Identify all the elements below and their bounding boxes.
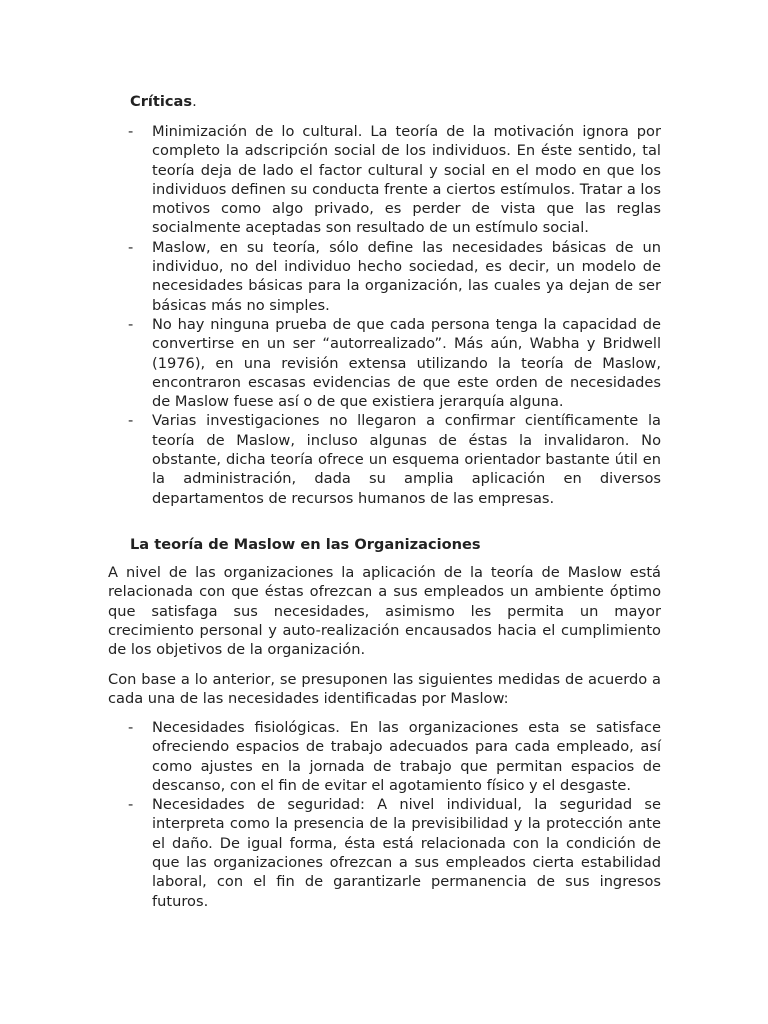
bullet-dash: - xyxy=(128,123,134,140)
list-item-text: Necesidades de seguridad: A nivel individual, la seguridad se interpreta como la presencia de la previsibilidad y la protección ante el daño. De igual forma, ésta está relacionada con la condición de que las organizaciones ofrezcan a sus empleados cierta estabilidad laboral, con el fin de garantizarle permanencia de sus ingresos futuros. xyxy=(152,796,661,910)
bullet-dash: - xyxy=(128,238,134,256)
list-item xyxy=(128,411,661,507)
list-item-text: Maslow, en su teoría, sólo define las necesidades básicas de un individuo, no del individuo hecho sociedad, es decir, un modelo de necesidades básicas para la organización, las cuales ya dejan de ser básicas más no simples. xyxy=(152,238,661,314)
list-item xyxy=(128,238,661,315)
bullet-dash: - xyxy=(128,719,134,736)
list-item-text: Minimización de lo cultural. La teoría de la motivación ignora por completo la adscripción social de los individuos. En éste sentido, tal teoría deja de lado el factor cultural y social en el modo en que los individuos definen su conducta frente a ciertos estímulos. Tratar a los motivos como algo privado, es perder de vista que las reglas socialmente aceptadas son resultado de un estímulo social. xyxy=(152,123,661,237)
heading-criticas-dot: . xyxy=(192,93,197,110)
list-item-text: No hay ninguna prueba de que cada persona tenga la capacidad de convertirse en un ser “autorrealizado”. Más aún, Wabha y Bridwell (1976), en una revisión extensa utilizando la teoría de Maslow, encontraron escasas evidencias de que este orden de necesidades de Maslow fuese así o de que existiera jerarquía alguna. xyxy=(152,315,661,411)
list-item xyxy=(128,315,661,411)
heading-organizaciones: La teoría de Maslow en las Organizaciones xyxy=(130,536,481,553)
list-item-text: Varias investigaciones no llegaron a confirmar científicamente la teoría de Maslow, incluso algunas de éstas la invalidaron. No obstante, dicha teoría ofrece un esquema orientador bastante útil en la administración, dada su amplia aplicación en diversos departamentos de recursos humanos de las empresas. xyxy=(152,412,661,507)
bullet-dash: - xyxy=(128,315,134,333)
heading-criticas-text: Críticas xyxy=(130,93,193,110)
paragraph-organizaciones-1: A nivel de las organizaciones la aplicación de la teoría de Maslow está relacionada con que éstas ofrezcan a sus empleados un ambiente óptimo que satisfaga sus necesidades, asimismo les permita un mayor crecimiento personal y auto-realización encausados hacia el cumplimiento de los objetivos de la organización. xyxy=(108,564,661,659)
bullet-dash: - xyxy=(128,412,134,430)
paragraph-organizaciones-2: Con base a lo anterior, se presuponen las siguientes medidas de acuerdo a cada una de las necesidades identificadas por Maslow: xyxy=(108,671,661,708)
bullet-dash: - xyxy=(128,796,134,814)
list-item xyxy=(128,122,661,238)
list-item xyxy=(128,795,661,911)
list-item-text: Necesidades fisiológicas. En las organizaciones esta se satisface ofreciendo espacios de trabajo adecuados para cada empleado, así como ajustes en la jornada de trabajo que permitan espacios de descanso, con el fin de evitar el agotamiento físico y el desgaste. xyxy=(152,719,661,794)
necesidades-list xyxy=(128,718,661,911)
list-item xyxy=(128,718,661,795)
heading-criticas xyxy=(130,92,197,111)
criticas-list xyxy=(128,122,661,508)
